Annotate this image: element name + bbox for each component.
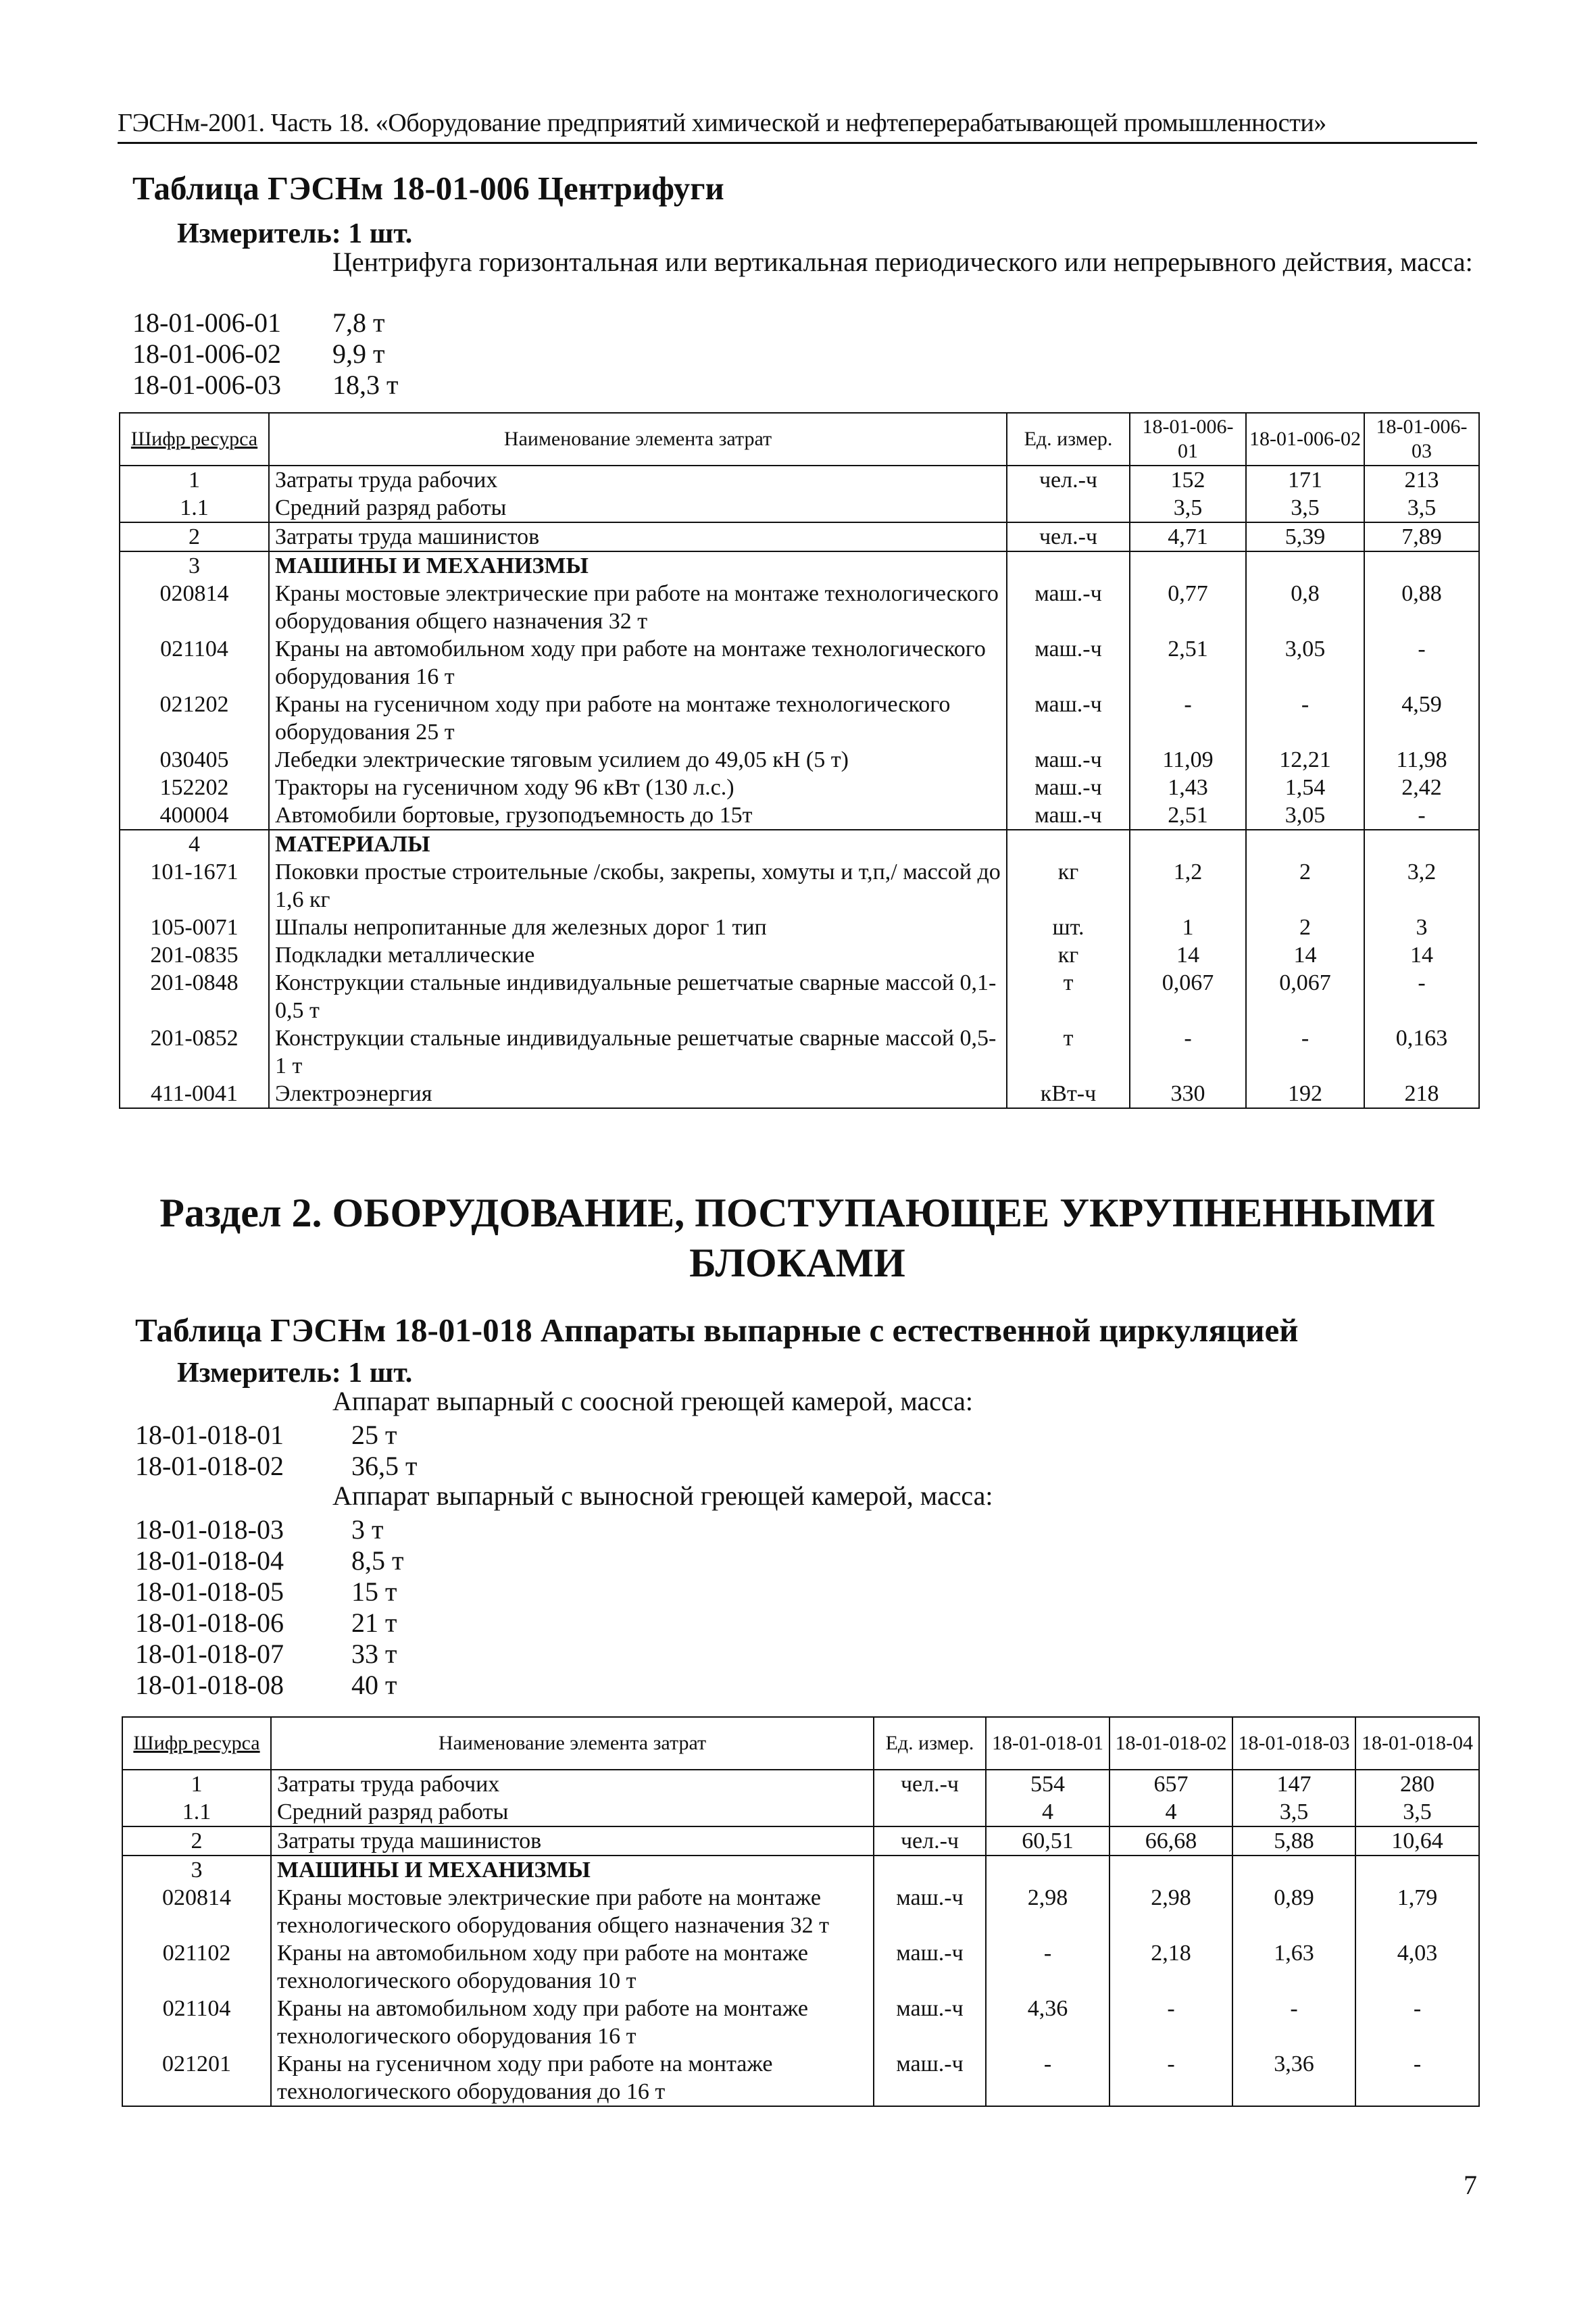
cost-element-cell: МАШИНЫ И МЕХАНИЗМЫ	[269, 551, 1007, 580]
cost-element-cell: Автомобили бортовые, грузоподъемность до 15т	[269, 801, 1007, 830]
norm-value-cell: 3,5	[1232, 1798, 1355, 1826]
resource-code-cell: 1.1	[120, 494, 269, 522]
norm-value-cell: 213	[1364, 466, 1479, 494]
unit-cell: маш.-ч	[874, 1884, 986, 1939]
cost-element-cell: Лебедки электрические тяговым усилием до 49,05 кН (5 т)	[269, 746, 1007, 774]
cost-element-cell: Конструкции стальные индивидуальные решетчатые сварные массой 0,1-0,5 т	[269, 969, 1007, 1024]
code-row: 18-01-018-03 3 т	[135, 1514, 384, 1545]
norm-value-cell	[1364, 551, 1479, 580]
cost-element-cell: Поковки простые строительные /скобы, закрепы, хомуты и т,п,/ массой до 1,6 кг	[269, 858, 1007, 914]
code-row: 18-01-018-07 33 т	[135, 1639, 397, 1669]
col-norm-3: 18-01-006-03	[1364, 413, 1479, 466]
norm-value-cell: 3,2	[1364, 858, 1479, 914]
resource-code-cell: 2	[122, 1826, 271, 1856]
resource-code-cell: 3	[122, 1856, 271, 1884]
norm-value-cell: 0,89	[1232, 1884, 1355, 1939]
resource-code-cell: 400004	[120, 801, 269, 830]
norm-value-cell: 1,43	[1130, 774, 1246, 801]
norm-value-cell: 2,51	[1130, 801, 1246, 830]
norm-value-cell: -	[1130, 1024, 1246, 1080]
norm-value-cell: -	[1364, 801, 1479, 830]
norm-value-cell: -	[986, 1939, 1109, 1995]
table1-title: Таблица ГЭСНм 18-01-006 Центрифуги	[132, 170, 724, 207]
norm-value-cell: 152	[1130, 466, 1246, 494]
table-row	[120, 774, 1479, 801]
norm-value-cell: 2,18	[1109, 1939, 1232, 1995]
unit-cell: кг	[1007, 941, 1130, 969]
table-row	[120, 551, 1479, 580]
table1-code-list	[132, 307, 398, 400]
norm-value-cell: 657	[1109, 1770, 1232, 1798]
norm-value-cell: 66,68	[1109, 1826, 1232, 1856]
table-row	[120, 1024, 1479, 1080]
norm-value-cell: 218	[1364, 1080, 1479, 1108]
unit-cell: маш.-ч	[874, 2050, 986, 2106]
table2-code-list-1	[135, 1419, 417, 1481]
unit-cell: маш.-ч	[1007, 801, 1130, 830]
table-row	[120, 522, 1479, 551]
table-row	[120, 801, 1479, 830]
page-number: 7	[1464, 2170, 1477, 2200]
norm-value-cell: -	[1109, 2050, 1232, 2106]
norm-value-cell: 12,21	[1246, 746, 1364, 774]
cost-element-cell: Подкладки металлические	[269, 941, 1007, 969]
table2-description-2: Аппарат выпарный с выносной греющей камерой, масса:	[332, 1480, 993, 1511]
table-row	[122, 1884, 1479, 1939]
resource-code-cell: 411-0041	[120, 1080, 269, 1108]
table2-norms	[122, 1716, 1480, 2107]
unit-cell: маш.-ч	[1007, 580, 1130, 635]
norm-value-cell: 2	[1246, 858, 1364, 914]
table-row	[120, 494, 1479, 522]
cost-element-cell: Шпалы непропитанные для железных дорог 1 тип	[269, 914, 1007, 941]
cost-element-cell: Краны на гусеничном ходу при работе на монтаже технологического оборудования 25 т	[269, 691, 1007, 746]
unit-cell: кг	[1007, 858, 1130, 914]
col-norm-1: 18-01-006-01	[1130, 413, 1246, 466]
resource-code-cell: 201-0835	[120, 941, 269, 969]
norm-value-cell: 147	[1232, 1770, 1355, 1798]
code-row: 18-01-018-01 25 т	[135, 1420, 397, 1450]
norm-value-cell: 2	[1246, 914, 1364, 941]
table-header-row	[122, 1717, 1479, 1770]
norm-value-cell: 11,09	[1130, 746, 1246, 774]
unit-cell: шт.	[1007, 914, 1130, 941]
table-row	[120, 580, 1479, 635]
col-norm-2: 18-01-018-02	[1109, 1717, 1232, 1770]
norm-value-cell: 0,77	[1130, 580, 1246, 635]
norm-value-cell: 280	[1355, 1770, 1479, 1798]
resource-code-cell: 152202	[120, 774, 269, 801]
norm-value-cell: 3,5	[1364, 494, 1479, 522]
norm-value-cell: 14	[1246, 941, 1364, 969]
cost-element-cell: Электроэнергия	[269, 1080, 1007, 1108]
norm-value-cell: 3,5	[1355, 1798, 1479, 1826]
cost-element-cell: Тракторы на гусеничном ходу 96 кВт (130 л.с.)	[269, 774, 1007, 801]
table-row	[120, 635, 1479, 691]
table-row	[120, 941, 1479, 969]
cost-element-cell: Краны на автомобильном ходу при работе на монтаже технологического оборудования 16 т	[269, 635, 1007, 691]
norm-value-cell: 4	[1109, 1798, 1232, 1826]
table-row	[120, 746, 1479, 774]
norm-value-cell	[1246, 830, 1364, 858]
code-row: 18-01-018-06 21 т	[135, 1608, 397, 1638]
norm-value-cell: 1,2	[1130, 858, 1246, 914]
norm-value-cell: 4	[986, 1798, 1109, 1826]
cost-element-cell: Конструкции стальные индивидуальные решетчатые сварные массой 0,5-1 т	[269, 1024, 1007, 1080]
unit-cell: маш.-ч	[1007, 746, 1130, 774]
norm-value-cell: 4,36	[986, 1995, 1109, 2050]
resource-code-cell: 1	[120, 466, 269, 494]
norm-value-cell: 4,03	[1355, 1939, 1479, 1995]
norm-value-cell	[1130, 830, 1246, 858]
norm-value-cell: 10,64	[1355, 1826, 1479, 1856]
unit-cell	[1007, 551, 1130, 580]
table-row	[122, 1798, 1479, 1826]
norm-value-cell: -	[1109, 1995, 1232, 2050]
norm-value-cell: 3,5	[1246, 494, 1364, 522]
norm-value-cell: 7,89	[1364, 522, 1479, 551]
unit-cell: маш.-ч	[874, 1939, 986, 1995]
unit-cell: чел.-ч	[1007, 522, 1130, 551]
norm-value-cell: 330	[1130, 1080, 1246, 1108]
unit-cell: чел.-ч	[874, 1770, 986, 1798]
col-resource-code: Шифр ресурса	[122, 1717, 271, 1770]
norm-value-cell	[1364, 830, 1479, 858]
resource-code-cell: 021202	[120, 691, 269, 746]
table1-description: Центрифуга горизонтальная или вертикальная периодического или непрерывного действия, масса:	[332, 247, 1473, 277]
norm-value-cell: 0,067	[1130, 969, 1246, 1024]
norm-value-cell	[1355, 1856, 1479, 1884]
unit-cell: маш.-ч	[1007, 635, 1130, 691]
norm-value-cell: 192	[1246, 1080, 1364, 1108]
cost-element-cell: Средний разряд работы	[271, 1798, 874, 1826]
code-row: 18-01-018-05 15 т	[135, 1576, 397, 1607]
code-row: 18-01-018-02 36,5 т	[135, 1451, 418, 1481]
resource-code-cell: 020814	[122, 1884, 271, 1939]
cost-element-cell: МАШИНЫ И МЕХАНИЗМЫ	[271, 1856, 874, 1884]
unit-cell: т	[1007, 969, 1130, 1024]
unit-cell	[874, 1798, 986, 1826]
section-title: Раздел 2. ОБОРУДОВАНИЕ, ПОСТУПАЮЩЕЕ УКРУПНЕННЫМИ БЛОКАМИ	[159, 1191, 1435, 1285]
table1-meter: Измеритель: 1 шт.	[177, 218, 413, 249]
norm-value-cell: -	[986, 2050, 1109, 2106]
norm-value-cell: 4,59	[1364, 691, 1479, 746]
code-row: 18-01-018-08 40 т	[135, 1670, 397, 1700]
resource-code-cell: 3	[120, 551, 269, 580]
unit-cell: чел.-ч	[1007, 466, 1130, 494]
unit-cell: кВт-ч	[1007, 1080, 1130, 1108]
resource-code-cell: 020814	[120, 580, 269, 635]
table-row	[122, 1995, 1479, 2050]
norm-value-cell: -	[1355, 1995, 1479, 2050]
cost-element-cell: Краны мостовые электрические при работе на монтаже технологического оборудования общего назначения 32 т	[271, 1884, 874, 1939]
norm-value-cell: 2,42	[1364, 774, 1479, 801]
code-row: 18-01-018-04 8,5 т	[135, 1545, 404, 1576]
col-unit: Ед. измер.	[874, 1717, 986, 1770]
code-row: 18-01-006-01 7,8 т	[132, 307, 385, 338]
resource-code-cell: 101-1671	[120, 858, 269, 914]
cost-element-cell: Затраты труда рабочих	[269, 466, 1007, 494]
unit-cell: маш.-ч	[1007, 691, 1130, 746]
unit-cell: чел.-ч	[874, 1826, 986, 1856]
cost-element-cell: Краны на автомобильном ходу при работе на монтаже технологического оборудования 16 т	[271, 1995, 874, 2050]
table-row	[120, 830, 1479, 858]
norm-value-cell: 2,98	[1109, 1884, 1232, 1939]
unit-cell: маш.-ч	[1007, 774, 1130, 801]
norm-value-cell: 1,54	[1246, 774, 1364, 801]
norm-value-cell: 0,163	[1364, 1024, 1479, 1080]
cost-element-cell: Затраты труда машинистов	[271, 1826, 874, 1856]
norm-value-cell: 2,51	[1130, 635, 1246, 691]
table-row	[122, 1826, 1479, 1856]
resource-code-cell: 201-0848	[120, 969, 269, 1024]
norm-value-cell: 0,067	[1246, 969, 1364, 1024]
table-row	[120, 691, 1479, 746]
norm-value-cell: 5,88	[1232, 1826, 1355, 1856]
resource-code-cell: 201-0852	[120, 1024, 269, 1080]
norm-value-cell: 3,05	[1246, 801, 1364, 830]
norm-value-cell: -	[1232, 1995, 1355, 2050]
table-row	[120, 466, 1479, 494]
norm-value-cell	[1130, 551, 1246, 580]
unit-cell: т	[1007, 1024, 1130, 1080]
resource-code-cell: 021104	[122, 1995, 271, 2050]
norm-value-cell: -	[1246, 691, 1364, 746]
table-row	[120, 914, 1479, 941]
table2-code-list-2	[135, 1514, 403, 1700]
norm-value-cell: -	[1130, 691, 1246, 746]
norm-value-cell: 3,05	[1246, 635, 1364, 691]
col-norm-1: 18-01-018-01	[986, 1717, 1109, 1770]
unit-cell	[874, 1856, 986, 1884]
cost-element-cell: Краны мостовые электрические при работе на монтаже технологического оборудования общего назначения 32 т	[269, 580, 1007, 635]
resource-code-cell: 021104	[120, 635, 269, 691]
resource-code-cell: 030405	[120, 746, 269, 774]
norm-value-cell: -	[1364, 635, 1479, 691]
table-row	[122, 1856, 1479, 1884]
norm-value-cell: -	[1355, 2050, 1479, 2106]
col-norm-2: 18-01-006-02	[1246, 413, 1364, 466]
norm-value-cell: 11,98	[1364, 746, 1479, 774]
norm-value-cell: 1	[1130, 914, 1246, 941]
table-row	[120, 858, 1479, 914]
running-header: ГЭСНм-2001. Часть 18. «Оборудование предприятий химической и нефтеперерабатывающей промышленности»	[118, 108, 1477, 144]
unit-cell	[1007, 494, 1130, 522]
table2-meter: Измеритель: 1 шт.	[177, 1358, 413, 1389]
norm-value-cell: 14	[1130, 941, 1246, 969]
norm-value-cell: 1,79	[1355, 1884, 1479, 1939]
resource-code-cell: 021201	[122, 2050, 271, 2106]
norm-value-cell: 3,5	[1130, 494, 1246, 522]
norm-value-cell: 1,63	[1232, 1939, 1355, 1995]
norm-value-cell: 0,8	[1246, 580, 1364, 635]
norm-value-cell: 554	[986, 1770, 1109, 1798]
col-resource-code: Шифр ресурса	[120, 413, 269, 466]
resource-code-cell: 105-0071	[120, 914, 269, 941]
cost-element-cell: Затраты труда рабочих	[271, 1770, 874, 1798]
norm-value-cell	[1232, 1856, 1355, 1884]
norm-value-cell: 5,39	[1246, 522, 1364, 551]
table-header-row	[120, 413, 1479, 466]
table-row	[122, 1939, 1479, 1995]
norm-value-cell: 171	[1246, 466, 1364, 494]
norm-value-cell	[1109, 1856, 1232, 1884]
norm-value-cell: 14	[1364, 941, 1479, 969]
norm-value-cell: 0,88	[1364, 580, 1479, 635]
col-unit: Ед. измер.	[1007, 413, 1130, 466]
norm-value-cell	[986, 1856, 1109, 1884]
unit-cell: маш.-ч	[874, 1995, 986, 2050]
norm-value-cell: 3	[1364, 914, 1479, 941]
resource-code-cell: 1.1	[122, 1798, 271, 1826]
cost-element-cell: Затраты труда машинистов	[269, 522, 1007, 551]
norm-value-cell: 4,71	[1130, 522, 1246, 551]
resource-code-cell: 4	[120, 830, 269, 858]
unit-cell	[1007, 830, 1130, 858]
norm-value-cell: 60,51	[986, 1826, 1109, 1856]
norm-value-cell	[1246, 551, 1364, 580]
table2-title: Таблица ГЭСНм 18-01-018 Аппараты выпарные с естественной циркуляцией	[135, 1312, 1299, 1349]
cost-element-cell: Краны на автомобильном ходу при работе на монтаже технологического оборудования 10 т	[271, 1939, 874, 1995]
cost-element-cell: Средний разряд работы	[269, 494, 1007, 522]
col-cost-element: Наименование элемента затрат	[271, 1717, 874, 1770]
table1-norms	[119, 412, 1480, 1109]
table-row	[120, 969, 1479, 1024]
table-row	[120, 1080, 1479, 1108]
col-cost-element: Наименование элемента затрат	[269, 413, 1007, 466]
table-row	[122, 2050, 1479, 2106]
norm-value-cell: -	[1246, 1024, 1364, 1080]
col-norm-3: 18-01-018-03	[1232, 1717, 1355, 1770]
norm-value-cell: 3,36	[1232, 2050, 1355, 2106]
resource-code-cell: 2	[120, 522, 269, 551]
resource-code-cell: 1	[122, 1770, 271, 1798]
code-row: 18-01-006-03 18,3 т	[132, 370, 399, 400]
table-row	[122, 1770, 1479, 1798]
code-row: 18-01-006-02 9,9 т	[132, 339, 385, 369]
table2-description-1: Аппарат выпарный с соосной греющей камерой, масса:	[332, 1386, 974, 1416]
norm-value-cell: 2,98	[986, 1884, 1109, 1939]
resource-code-cell: 021102	[122, 1939, 271, 1995]
norm-value-cell: -	[1364, 969, 1479, 1024]
cost-element-cell: МАТЕРИАЛЫ	[269, 830, 1007, 858]
cost-element-cell: Краны на гусеничном ходу при работе на монтаже технологического оборудования до 16 т	[271, 2050, 874, 2106]
col-norm-4: 18-01-018-04	[1355, 1717, 1479, 1770]
